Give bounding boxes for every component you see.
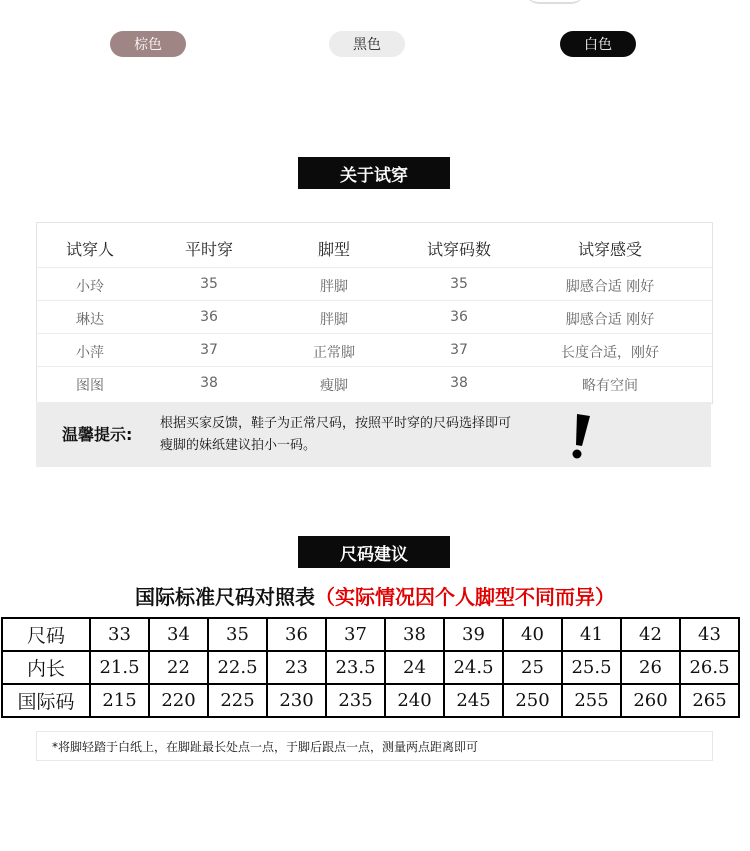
intl-cell: 265 <box>680 684 739 717</box>
intl-cell: 245 <box>444 684 503 717</box>
tip-line-2: 瘦脚的妹纸建议拍小一码。 <box>160 438 317 453</box>
cell-feeling: 脚感合适 刚好 <box>565 279 655 295</box>
cell-foot-type: 胖脚 <box>320 312 348 328</box>
intl-cell: 260 <box>621 684 680 717</box>
cell-feeling: 脚感合适 刚好 <box>565 312 655 328</box>
length-cell: 24.5 <box>444 651 503 684</box>
tip-label: 温馨提示: <box>62 425 133 444</box>
cell-tester: 图图 <box>76 378 104 394</box>
intl-cell: 215 <box>90 684 149 717</box>
tip-line-1: 根据买家反馈，鞋子为正常尺码，按照平时穿的尺码选择即可 <box>160 416 512 431</box>
size-cell: 33 <box>90 618 149 651</box>
size-cell: 41 <box>562 618 621 651</box>
size-cell: 34 <box>149 618 208 651</box>
decorative-arc <box>525 0 585 4</box>
size-cell: 39 <box>444 618 503 651</box>
cell-tried-size: 38 <box>450 375 468 391</box>
intl-cell: 220 <box>149 684 208 717</box>
header-tried-size: 试穿码数 <box>426 240 491 259</box>
header-usual-size: 平时穿 <box>184 240 233 259</box>
header-feeling: 试穿感受 <box>577 240 642 259</box>
cell-tried-size: 35 <box>450 276 468 292</box>
color-option-black[interactable]: 黑色 <box>329 31 405 57</box>
size-chart-title <box>0 581 750 610</box>
table-row <box>2 651 739 684</box>
intl-cell: 225 <box>208 684 267 717</box>
intl-cell: 240 <box>385 684 444 717</box>
measure-note: *将脚轻踏于白纸上，在脚趾最长处点一点，于脚后跟点一点，测量两点距离即可 <box>52 740 479 754</box>
header-foot-type: 脚型 <box>317 240 350 259</box>
size-cell: 43 <box>680 618 739 651</box>
cell-foot-type: 瘦脚 <box>320 378 348 394</box>
cell-feeling: 略有空间 <box>582 378 638 394</box>
intl-cell: 235 <box>326 684 385 717</box>
color-option-white[interactable]: 白色 <box>560 31 636 57</box>
cell-tester: 小玲 <box>76 279 104 295</box>
measure-note-box <box>36 731 713 761</box>
table-row <box>37 300 712 334</box>
size-cell: 36 <box>267 618 326 651</box>
length-cell: 23.5 <box>326 651 385 684</box>
size-chart-title-main: 国际标准尺码对照表 <box>135 585 315 609</box>
table-row <box>2 618 739 651</box>
tip-text <box>160 413 511 457</box>
size-cell: 37 <box>326 618 385 651</box>
cell-tried-size: 36 <box>450 309 468 325</box>
cell-usual-size: 35 <box>200 276 218 292</box>
section-title-size-advice: 尺码建议 <box>298 536 450 568</box>
intl-cell: 255 <box>562 684 621 717</box>
intl-cell: 230 <box>267 684 326 717</box>
cell-usual-size: 37 <box>200 342 218 358</box>
size-cell: 42 <box>621 618 680 651</box>
cell-foot-type: 正常脚 <box>313 345 355 361</box>
cell-foot-type: 胖脚 <box>320 279 348 295</box>
length-cell: 25.5 <box>562 651 621 684</box>
intl-cell: 250 <box>503 684 562 717</box>
table-row <box>37 267 712 301</box>
exclamation-icon <box>564 412 596 460</box>
length-cell: 24 <box>385 651 444 684</box>
cell-tester: 琳达 <box>76 312 104 328</box>
length-cell: 22.5 <box>208 651 267 684</box>
cell-usual-size: 36 <box>200 309 218 325</box>
fitting-table-header <box>37 233 712 263</box>
row-label-intl-size: 国际码 <box>2 684 90 717</box>
length-cell: 21.5 <box>90 651 149 684</box>
length-cell: 26 <box>621 651 680 684</box>
row-label-inner-length: 内长 <box>2 651 90 684</box>
header-tester: 试穿人 <box>65 240 114 259</box>
size-chart-title-note: （实际情况因个人脚型不同而异） <box>315 585 615 609</box>
cell-usual-size: 38 <box>200 375 218 391</box>
length-cell: 25 <box>503 651 562 684</box>
size-cell: 35 <box>208 618 267 651</box>
table-row <box>37 333 712 367</box>
length-cell: 23 <box>267 651 326 684</box>
length-cell: 22 <box>149 651 208 684</box>
size-cell: 40 <box>503 618 562 651</box>
table-row <box>37 366 712 400</box>
size-chart-table <box>1 617 740 718</box>
cell-tester: 小萍 <box>76 345 104 361</box>
fitting-table <box>36 222 713 404</box>
color-option-brown[interactable]: 棕色 <box>110 31 186 57</box>
length-cell: 26.5 <box>680 651 739 684</box>
tip-box <box>36 402 711 467</box>
row-label-size: 尺码 <box>2 618 90 651</box>
cell-feeling: 长度合适，刚好 <box>561 345 659 361</box>
section-title-fitting: 关于试穿 <box>298 157 450 189</box>
size-cell: 38 <box>385 618 444 651</box>
cell-tried-size: 37 <box>450 342 468 358</box>
table-row <box>2 684 739 717</box>
